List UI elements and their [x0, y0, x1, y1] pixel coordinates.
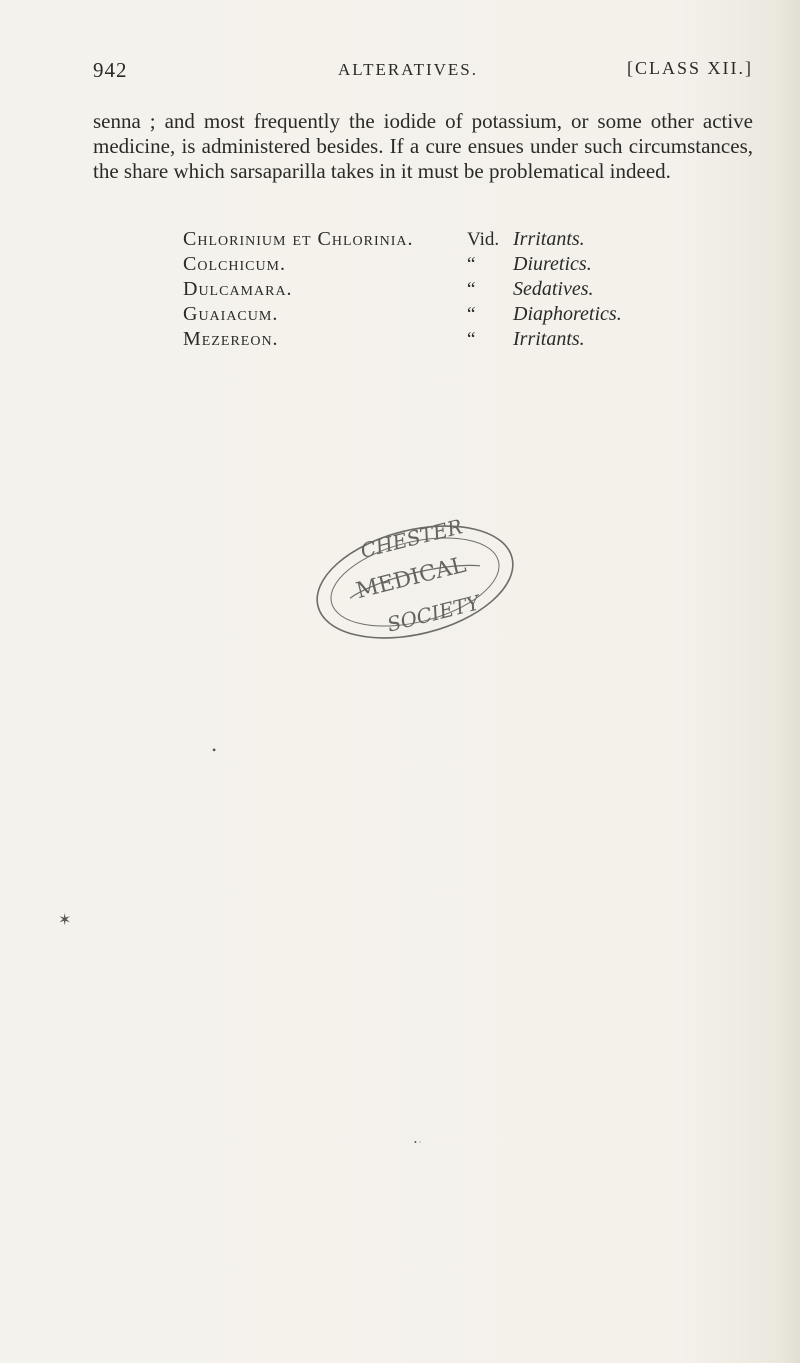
- reference-row: [183, 252, 683, 277]
- reference-classification: Sedatives.: [513, 278, 594, 300]
- reference-classification: Irritants.: [513, 328, 585, 350]
- cross-reference-list: [183, 227, 683, 352]
- reference-row: [183, 302, 683, 327]
- page-number: 942: [93, 58, 128, 82]
- reference-name: Chlorinium et Chlorinia.: [183, 228, 414, 250]
- running-header: [93, 58, 753, 88]
- reference-name: Guaiacum.: [183, 303, 279, 325]
- reference-row: [183, 227, 683, 252]
- reference-classification: Diuretics.: [513, 253, 592, 275]
- ink-speck: ✶: [58, 912, 72, 929]
- ink-speck: • ·: [414, 1138, 422, 1147]
- reference-row: [183, 327, 683, 352]
- reference-name: Colchicum.: [183, 253, 287, 275]
- reference-name: Mezereon.: [183, 328, 279, 350]
- svg-text:MEDICAL: MEDICAL: [353, 552, 469, 605]
- reference-marker: Vid.: [467, 229, 500, 250]
- reference-row: [183, 277, 683, 302]
- reference-marker: “: [467, 254, 476, 275]
- section-label: [CLASS XII.]: [627, 58, 753, 78]
- reference-marker: “: [467, 329, 476, 350]
- svg-text:SOCIETY: SOCIETY: [384, 590, 483, 637]
- body-paragraph: senna ; and most frequently the iodide of potassium, or some other active medicine, is administered besides. If a cure ensues under such circumstances, the share which sarsaparilla takes in it must be problematical indeed.: [93, 109, 753, 183]
- reference-marker: “: [467, 304, 476, 325]
- ink-speck: •: [212, 743, 217, 757]
- reference-classification: Diaphoretics.: [513, 303, 622, 325]
- reference-name: Dulcamara.: [183, 278, 293, 300]
- library-stamp-seal: [308, 512, 523, 652]
- reference-marker: “: [467, 279, 476, 300]
- reference-classification: Irritants.: [513, 228, 585, 250]
- svg-text:CHESTER: CHESTER: [358, 514, 465, 563]
- running-title: ALTERATIVES.: [338, 60, 479, 79]
